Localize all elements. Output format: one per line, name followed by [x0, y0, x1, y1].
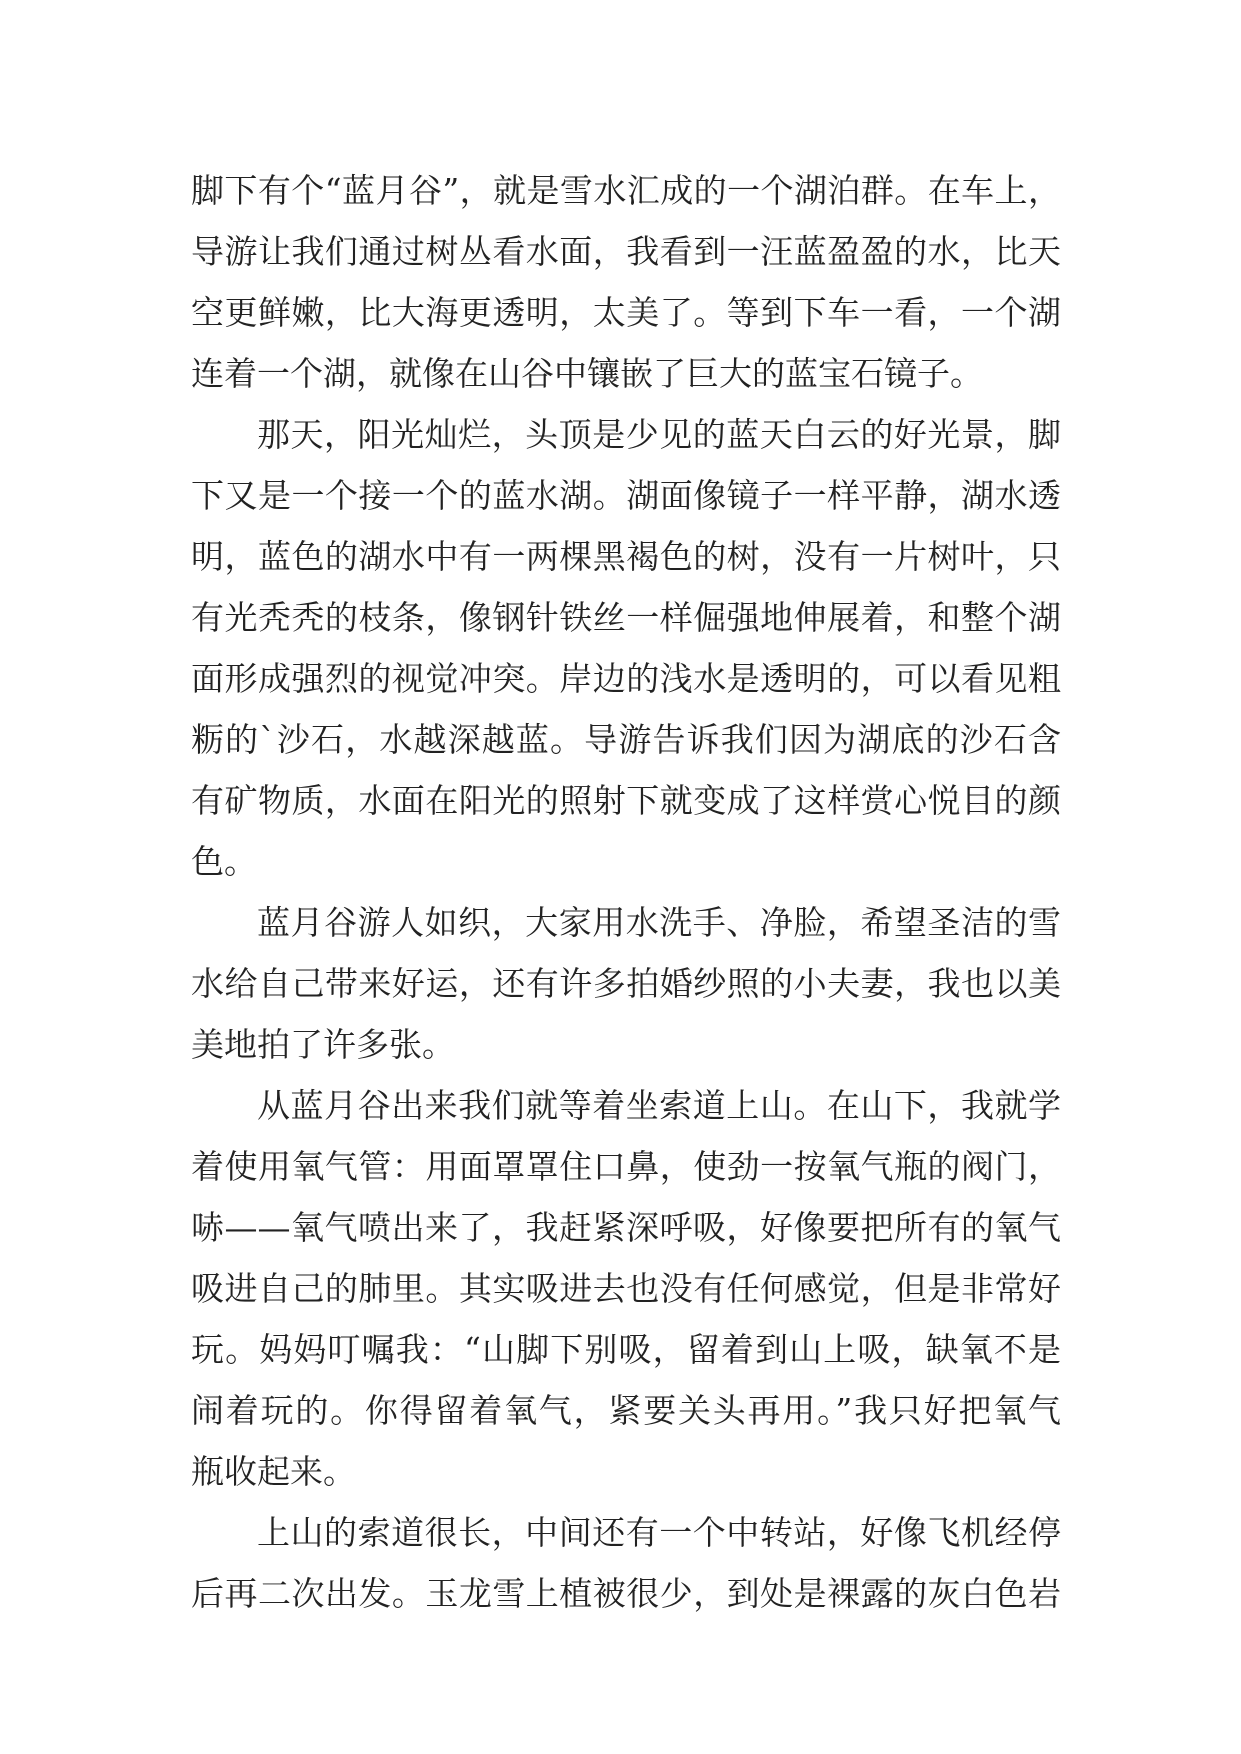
text-line: 空更鲜嫩，比大海更透明，太美了。等到下车一看，一个湖: [191, 293, 1061, 332]
text-line: 蓝月谷游人如织，大家用水洗手、净脸，希望圣洁的雪: [257, 903, 1061, 942]
text-line: 明，蓝色的湖水中有一两棵黑褐色的树，没有一片树叶，只: [191, 537, 1061, 576]
text-line: 连着一个湖，就像在山谷中镶嵌了巨大的蓝宝石镜子。: [191, 354, 983, 393]
text-line: 上山的索道很长，中间还有一个中转站，好像飞机经停: [257, 1513, 1061, 1552]
text-line: 着使用氧气管：用面罩罩住口鼻，使劲一按氧气瓶的阀门，: [191, 1147, 1061, 1186]
text-line: 脚下有个“蓝月谷”，就是雪水汇成的一个湖泊群。在车上，: [191, 171, 1061, 210]
text-line: 玩。妈妈叮嘱我：“山脚下别吸，留着到山上吸，缺氧不是: [191, 1330, 1061, 1369]
text-line: 哧——氧气喷出来了，我赶紧深呼吸，好像要把所有的氧气: [191, 1208, 1061, 1247]
text-line: 下又是一个接一个的蓝水湖。湖面像镜子一样平静，湖水透: [191, 476, 1061, 515]
text-line: 色。: [191, 842, 257, 881]
text-line: 水给自己带来好运，还有许多拍婚纱照的小夫妻，我也以美: [191, 964, 1061, 1003]
text-line: 瓶收起来。: [191, 1452, 356, 1491]
text-line: 吸进自己的肺里。其实吸进去也没有任何感觉，但是非常好: [191, 1269, 1061, 1308]
text-line: 后再二次出发。玉龙雪上植被很少，到处是裸露的灰白色岩: [191, 1574, 1061, 1613]
text-line: 有光秃秃的枝条，像钢针铁丝一样倔强地伸展着，和整个湖: [191, 598, 1061, 637]
text-line: 面形成强烈的视觉冲突。岸边的浅水是透明的，可以看见粗: [191, 659, 1061, 698]
text-line: 从蓝月谷出来我们就等着坐索道上山。在山下，我就学: [257, 1086, 1061, 1125]
body-text: [191, 160, 1061, 1624]
text-line: 导游让我们通过树丛看水面，我看到一汪蓝盈盈的水，比天: [191, 232, 1061, 271]
text-line: 闹着玩的。你得留着氧气，紧要关头再用。”我只好把氧气: [191, 1391, 1061, 1430]
text-line: 美地拍了许多张。: [191, 1025, 455, 1064]
text-line: 粝的`沙石，水越深越蓝。导游告诉我们因为湖底的沙石含: [191, 720, 1061, 759]
text-line: 有矿物质，水面在阳光的照射下就变成了这样赏心悦目的颜: [191, 781, 1061, 820]
text-line: 那天，阳光灿烂，头顶是少见的蓝天白云的好光景，脚: [257, 415, 1061, 454]
